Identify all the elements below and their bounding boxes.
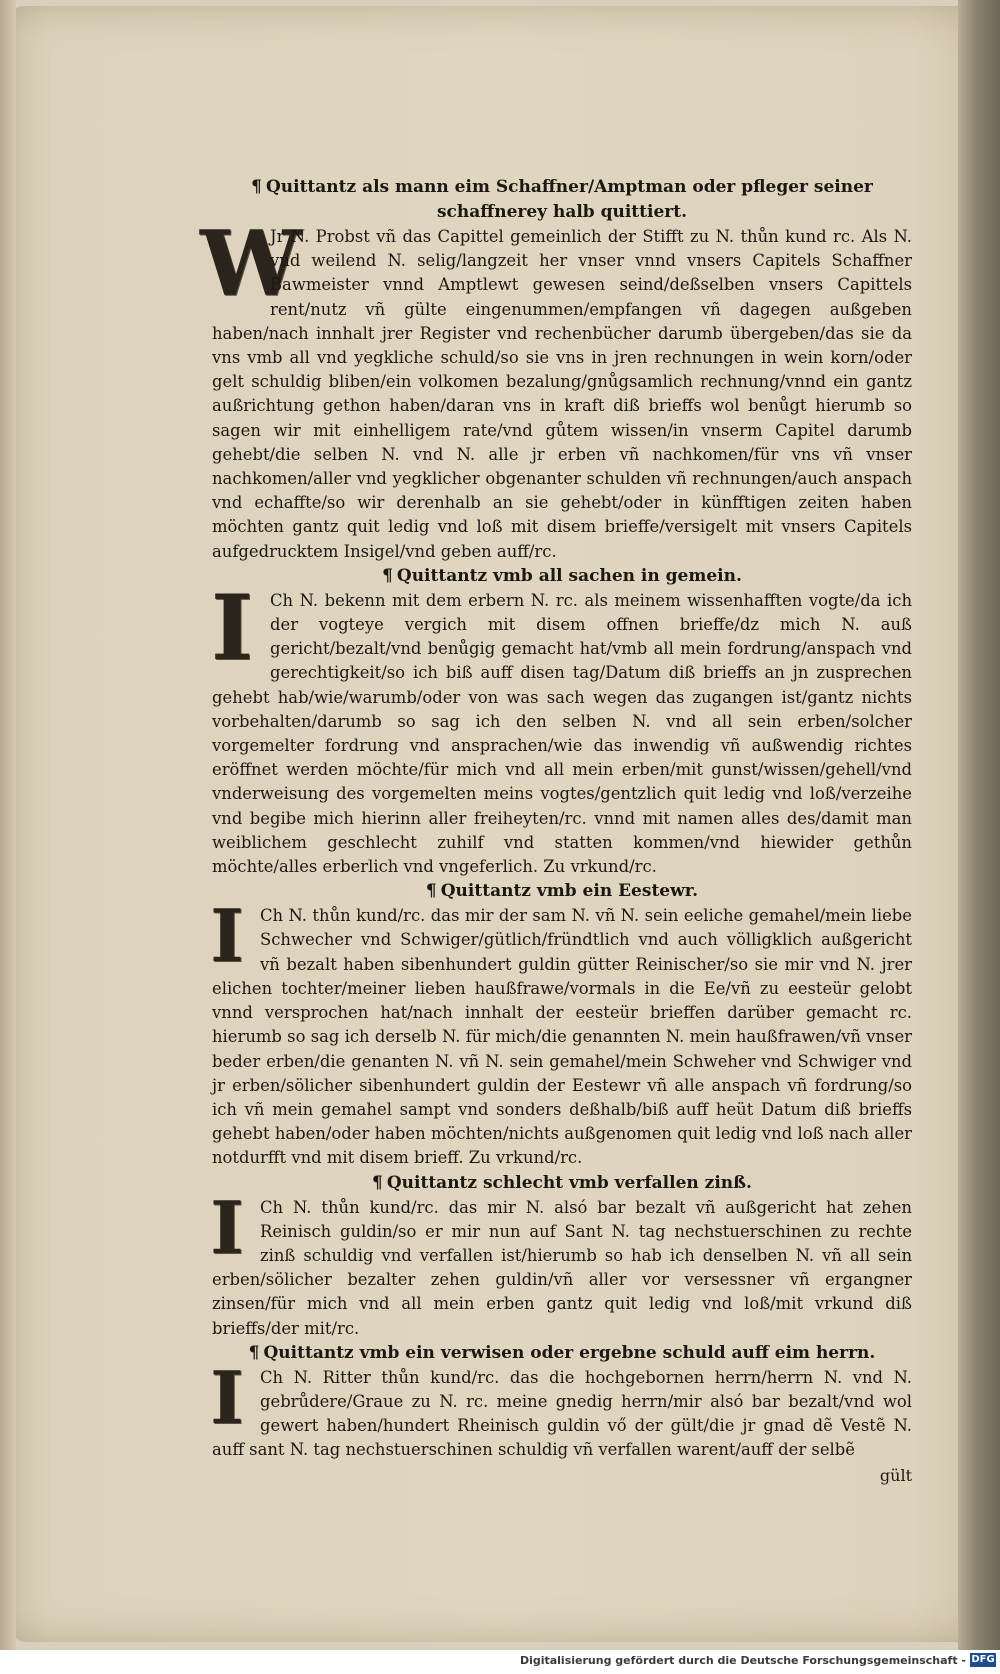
section-body: Ch N. thůn kund/rc. das mir der sam N. vñ N. sein eeliche gemahel/mein liebe Schwecher vnd Schwiger/gütlich/fründtlich vnd auch völligklich außgericht vñ bezalt haben sibenhundert guldin gütter Reinischer/so sie mir vnd N. jrer elichen tochter/meiner lieben haußfrawe/vormals in die Ee/vñ zu eesteür gelobt vnnd versprochen hat/nach innhalt der eesteür brieffen darüber gemacht rc. hierumb so sag ich derselb N. für mich/die genannten N. mein haußfrawen/vñ vnser beder erben/die genanten N. vñ N. sein gemahel/mein Schweher vnd Schwiger vnd jr erben/sölicher sibenhundert guldin der Eestewr vñ alle anspach vñ fordrung/so ich vñ mein gemahel sampt vnd sonders deßhalb/biß auff heüt Datum diß brieffs gehebt haben/oder haben möchten/nichts außgenomen quit ledig vnd loß nach aller notdurfft vnd mit disem brieff. Zu vrkund/rc. — [212, 906, 912, 1168]
section-heading: ¶ Quittantz vmb ein Eestewr. — [425, 881, 699, 902]
decorated-initial: I — [210, 574, 254, 681]
pilcrow-icon: ¶ — [251, 177, 262, 197]
decorated-initial: I — [210, 1184, 244, 1270]
section-eestewr — [212, 879, 912, 1170]
page-left-edge — [0, 0, 16, 1650]
pilcrow-icon: ¶ — [425, 881, 437, 902]
pilcrow-icon: ¶ — [372, 1172, 383, 1193]
decorated-initial: I — [210, 1354, 244, 1440]
pilcrow-icon: ¶ — [382, 565, 393, 586]
dfg-notice: Digitalisierung gefördert durch die Deutsche Forschungsgemeinschaft - — [519, 1654, 966, 1667]
section-heading: ¶ Quittantz schlecht vmb verfallen zinß. — [372, 1172, 752, 1193]
section-heading: ¶ Quittantz vmb all sachen in gemein. — [382, 565, 742, 586]
decorated-initial: W — [200, 211, 302, 317]
section-heading: ¶ Quittantz als mann eim Schaffner/Amptman oder pfleger seiner schaffnerey halb quittiert. — [251, 177, 873, 222]
section-verfallen-zins — [212, 1171, 912, 1341]
catchword: gült — [879, 1465, 912, 1485]
pilcrow-icon: ¶ — [248, 1342, 260, 1363]
book-spine — [958, 0, 1000, 1650]
section-body: Ch N. bekenn mit dem erbern N. rc. als meinem wissenhafften vogte/da ich der vogteye vergich mit disem offnen brieffe/dz mich N. auß gericht/bezalt/vnd benůgig gemacht hat/vmb all mein fordrung/anspach vnd gerechtigkeit/so ich biß auff disen tag/Datum diß brieffs an jn zusprechen gehebt hab/wie/warumb/oder von was sach wegen das zugangen ist/gantz nichts vorbehalten/darumb so sag ich den selben N. vnd all sein erben/solcher vorgemelter fordrung vnd ansprachen/wie das inwendig vñ außwendig richtes eröffnet werden möchte/für mich vnd all mein erben/mit gunst/wissen/gehell/vnd vnderweisung des vorgemelten meins vogtes/gentzlich quit ledig vnd loß/verzeihe vnd begibe mich hierinn aller freiheyten/rc. vnnd mit namen alles des/damit man weiblichem geschlecht zuhilf vnd statten kommen/vnd hiewider gethůn möchte/alles erberlich vnd vngeferlich. Zu vrkund/rc. — [212, 590, 912, 877]
section-verwisen-schuld — [212, 1341, 912, 1463]
dfg-logo-icon: DFG — [971, 1654, 995, 1665]
section-schaffner — [200, 175, 912, 564]
text-block — [200, 175, 912, 1487]
section-heading: ¶ Quittantz vmb ein verwisen oder ergebne schuld auff eim herrn. — [248, 1342, 876, 1363]
section-body: Jr N. Probst vñ das Capittel gemeinlich der Stifft zu N. thůn kund rc. Als N. vnd weilend N. selig/langzeit her vnser vnnd vnsers Capitels Schaffner Bawmeister vnnd Amptlewt gewesen seind/deßselben vnsers Capittels rent/nutz vñ gülte eingenummen/empfangen vñ dagegen außgeben haben/nach innhalt jrer Register vnd rechenbücher darumb übergeben/das sie da vns vmb all vnd yegkliche schuld/so sie vns in jren rechnungen in wein korn/oder gelt schuldig bliben/ein volkomen bezalung/gnůgsamlich rechnung/vnnd ein gantz außrichtung gethon haben/daran vns in kraft diß brieffs wol benůgt hierumb so sagen wir mit einhelligem rate/vnd gůtem wissen/in vnserm Capitel darumb gehebt/die selben N. vnd N. alle jr erben vñ nachkomen/für vns vñ vnser nachkomen/aller vnd yegklicher obgenanter schulden vñ rechnungen/auch anspach vnd echaffte/so wir derenhalb an sie gehebt/oder in künfftigen zeiten haben möchten gantz quit ledig vnd loß mit disem brieffe/versigelt mit vnsers Capitels aufgedrucktem Insigel/vnd geben auff/rc. — [212, 227, 912, 561]
footer-bar — [0, 1650, 1000, 1674]
section-body: Ch N. Ritter thůn kund/rc. das die hochgebornen herrn/herrn N. vnd N. gebrůdere/Graue zu N. rc. meine gnedig herrn/mir alsó bar bezalt/vnd wol gewert haben/hundert Rheinisch guldin vő der gült/die jr gnad dẽ Vestẽ N. auff sant N. tag nechstuerschinen schuldig vñ verfallen warent/auff der selbẽ — [212, 1367, 912, 1460]
section-all-sachen — [212, 564, 912, 879]
decorated-initial: I — [210, 893, 244, 979]
section-body: Ch N. thůn kund/rc. das mir N. alsó bar bezalt vñ außgericht hat zehen Reinisch guldin/so er mir nun auf Sant N. tag nechstuerschinen zu rechte zinß schuldig vnd verfallen ist/hierumb so hab ich denselben N. vñ all sein erben/sölicher bezalter zehen guldin/vñ aller vor versessner vñ ergangner zinsen/für mich vnd all mein erben gantz quit ledig vnd loß/mit vrkund diß brieffs/der mit/rc. — [212, 1197, 912, 1338]
